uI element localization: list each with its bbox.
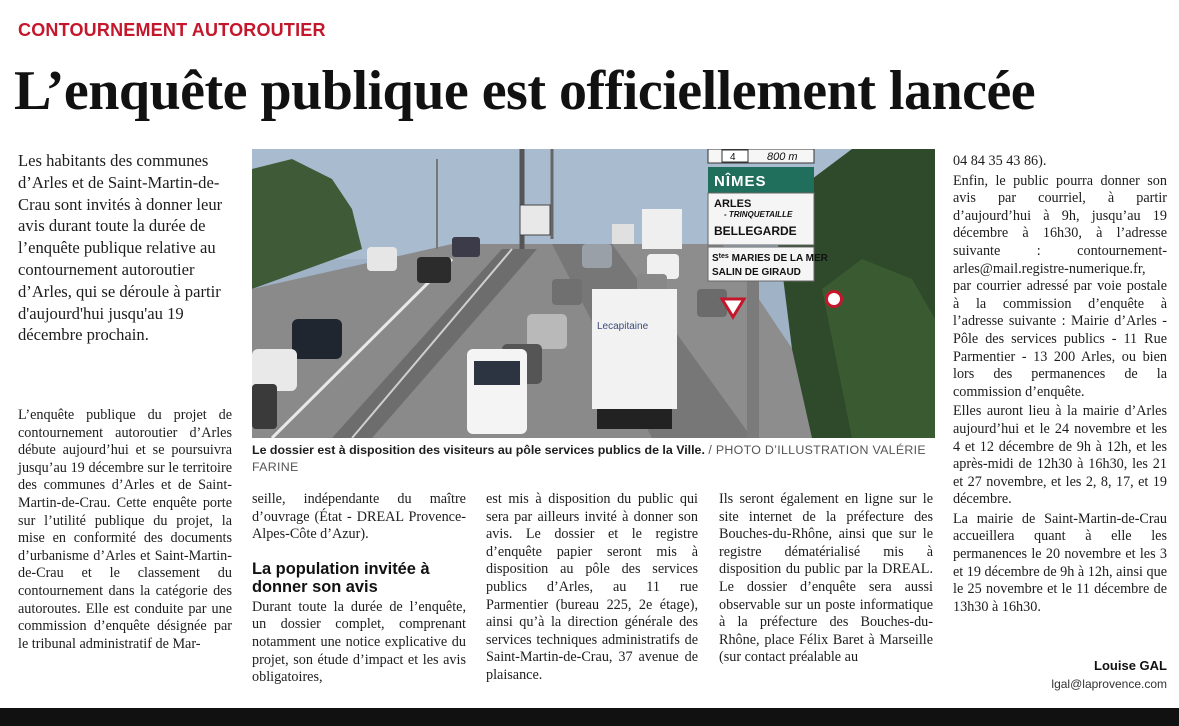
column-5-para-3: La mairie de Saint-Martin-de-Crau accueillera quant à elle les permanences le 20 novembre et les 3 et 19 décembre de 9h à 12h, ainsi que le 25 novembre et le 11 décembre de 13h30 à 16h30. bbox=[953, 510, 1167, 615]
column-3-text: est mis à disposition du public qui sera par ailleurs invité à donner son avis. Le dossier et le registre d’enquête papier seront mis à disposition au pôle des services publics d’Arles, au 11 rue Parmentier (bureau 225, 2e étage), ainsi qu’à la direction générale des services techniques administratifs de Saint-Martin-de-Crau, 37 avenue de plaisance. bbox=[486, 491, 698, 683]
bottom-bar bbox=[0, 708, 1179, 726]
column-3 bbox=[486, 491, 698, 687]
column-1 bbox=[18, 407, 232, 655]
article-photo bbox=[252, 149, 935, 438]
column-5-para-1: Enfin, le public pourra donner son avis par courriel, à partir d’aujourd’hui à 9h, jusqu’au 19 décembre à 16h30, à l’adresse suivante : contournement-arles@mail.registre-numerique.fr, par courrier adressé par voie postale à la commission d’enquête à l’adresse suivante : Mairie d’Arles - Pôle des services publics - 11 Rue Parmentier - 13 200 Arles, ou bien lors des permanences de la commission d’enquête. bbox=[953, 172, 1167, 400]
column-5 bbox=[953, 153, 1167, 618]
sign-bellegarde: BELLEGARDE bbox=[714, 224, 797, 238]
sign-stes-maries: $S^{tes}$ MARIES DE LA MER bbox=[712, 253, 828, 264]
sign-salin: SALIN DE GIRAUD bbox=[712, 267, 801, 278]
photo-caption bbox=[252, 442, 935, 476]
column-2 bbox=[252, 491, 466, 689]
column-1-text: L’enquête publique du projet de contournement autoroutier d’Arles débute aujourd’hui et se poursuivra jusqu’au 19 décembre sur le territoire des communes d’Arles et de Saint-Martin-de-Crau. Cette enquête porte sur l’utilité publique du projet, la mise en conformité des documents d’urbanisme d’Arles et Saint-Martin-de-Crau et le classement du contournement dans la catégorie des autoroutes. Elle est conduite par une commission d’enquête désignée par le tribunal administratif de Mar- bbox=[18, 407, 232, 652]
caption-text: Le dossier est à disposition des visiteurs au pôle services publics de la Ville. bbox=[252, 443, 705, 457]
photo-credit: / PHOTO D’ILLUSTRATION VALÉRIE FARINE bbox=[252, 443, 926, 474]
column-5-phone: 04 84 35 43 86). bbox=[953, 153, 1047, 169]
section-kicker: CONTOURNEMENT AUTOROUTIER bbox=[18, 20, 326, 40]
sign-road-number: 4 bbox=[730, 152, 736, 163]
column-5-para-2: Elles auront lieu à la mairie d’Arles aujourd’hui et le 24 novembre et les 4 et 12 décembre de 9h à 12h, et les après-midi de 12h30 à 16h30, les 21 et 27 novembre, et les 2, 8, 17, et 19 décembre. bbox=[953, 403, 1167, 508]
sign-trinquetaille: - TRINQUETAILLE bbox=[724, 210, 793, 219]
column-2-text: Durant toute la durée de l’enquête, un dossier complet, comprenant notamment une notice explicative du projet, son étude d’impact et les avis obligatoires, bbox=[252, 598, 466, 686]
column-4 bbox=[719, 491, 933, 669]
column-2-intro: seille, indépendante du maître d’ouvrage (État - DREAL Provence-Alpes-Côte d’Azur). bbox=[252, 491, 466, 543]
author-name: Louise GAL bbox=[1094, 658, 1167, 673]
column-4-text: Ils seront également en ligne sur le site internet de la préfecture des Bouches-du-Rhône, ainsi que sur le registre dématérialisé mis à disposition du public par la DREAL. Le dossier d’enquête sera aussi observable sur un poste informatique à la préfecture des Bouches-du-Rhône, place Félix Baret à Marseille (sur contact préalable au bbox=[719, 491, 933, 666]
sign-distance: 800 m bbox=[767, 151, 798, 163]
article-headline: L’enquête publique est officiellement lancée bbox=[14, 60, 1036, 122]
article-chapeau: Les habitants des communes d’Arles et de Saint-Martin-de-Crau sont invités à donner leur avis durant toute la durée de l’enquête publique relative au contournement autoroutier d’Arles, qui se déroule à partir d'aujourd'hui jusqu'au 19 décembre prochain. bbox=[18, 151, 223, 345]
sign-nimes: NÎMES bbox=[714, 173, 767, 190]
road-sign-group bbox=[708, 149, 829, 281]
article-subhead: La population invitée à donner son avis bbox=[252, 559, 430, 597]
photo-truck-text: Lecapitaine bbox=[597, 321, 649, 332]
sign-arles: ARLES bbox=[714, 198, 752, 210]
author-email[interactable]: lgal@laprovence.com bbox=[1051, 677, 1167, 691]
